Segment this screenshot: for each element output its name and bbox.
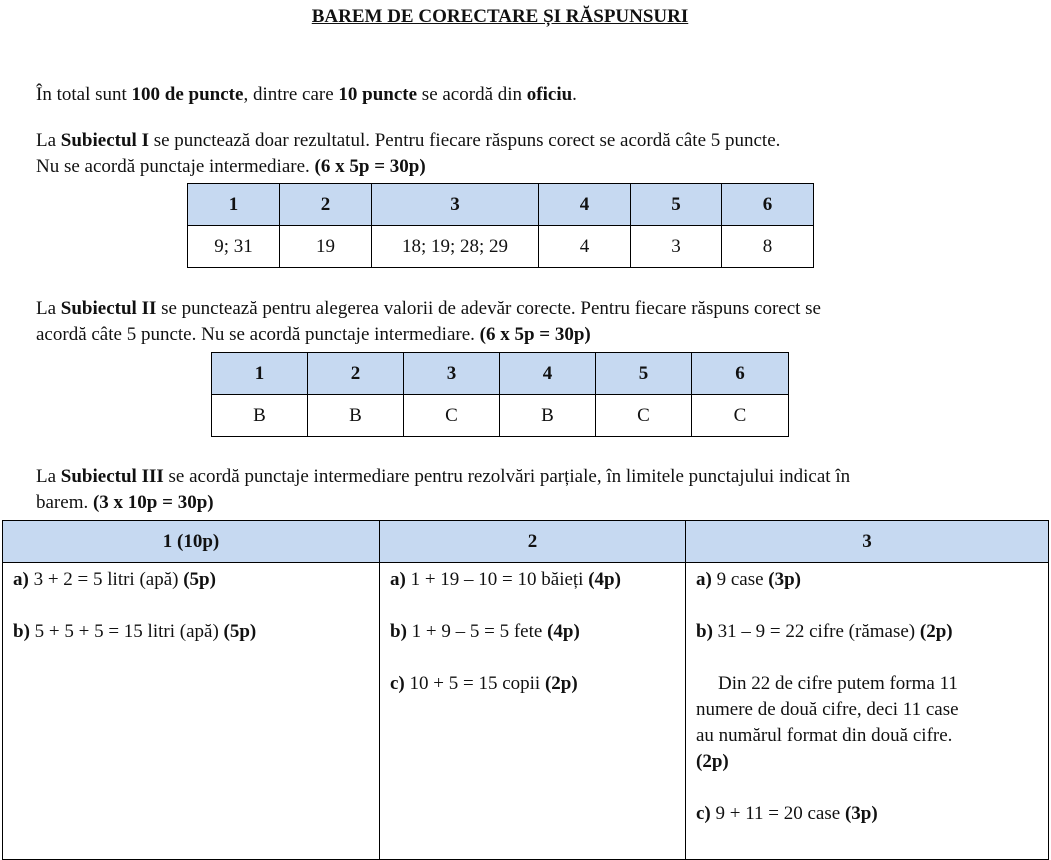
table-header-cell: 1 [212,353,308,395]
table-header-row [188,184,814,226]
table-header-cell: 3 [686,521,1049,563]
table-row [188,226,814,268]
answer-cell: 3 [631,226,722,268]
subject-3-answer-table [2,520,1049,860]
table-header-row [212,353,789,395]
problem-2-solution [380,563,686,860]
answer-cell: 9; 31 [188,226,280,268]
solution-line: b) 1 + 9 – 5 = 5 fete (4p) [390,621,580,642]
answer-cell: C [692,395,789,437]
answer-cell: B [308,395,404,437]
problem-1-solution [3,563,380,860]
problem-3-solution [686,563,1049,860]
answer-cell: C [596,395,692,437]
solution-line: c) 10 + 5 = 15 copii (2p) [390,673,578,694]
solution-line: a) 9 case (3p) [696,569,802,590]
subject-2-instructions: La Subiectul II se punctează pentru alegerea valorii de adevăr corecte. Pentru fiecare răspuns corect se acordă câte 5 puncte. Nu se acordă punctaje intermediare. (6 x 5p = 30p) [36,298,821,345]
table-row [212,395,789,437]
subject-1-instructions: La Subiectul I se punctează doar rezultatul. Pentru fiecare răspuns corect se acordă câte 5 puncte. Nu se acordă punctaje intermediare. (6 x 5p = 30p) [36,130,781,177]
answer-cell: C [404,395,500,437]
table-header-cell: 1 (10p) [3,521,380,563]
answer-cell: 19 [280,226,372,268]
subject-2-answer-table [211,352,789,437]
solution-line: a) 1 + 19 – 10 = 10 băieți (4p) [390,569,621,590]
page-title: BAREM DE CORECTARE ȘI RĂSPUNSURI [311,6,689,27]
table-header-cell: 2 [380,521,686,563]
solution-explanation: Din 22 de cifre putem forma 11 numere de două cifre, deci 11 case au numărul format din două cifre. (2p) [696,673,959,772]
table-header-cell: 2 [280,184,372,226]
answer-cell: 8 [722,226,814,268]
subject-3-instructions: La Subiectul III se acordă punctaje intermediare pentru rezolvări parțiale, în limitele punctajului indicat în barem. (3 x 10p = 30p) [36,466,851,513]
table-header-cell: 5 [631,184,722,226]
answer-cell: B [212,395,308,437]
table-header-cell: 5 [596,353,692,395]
answer-cell: 18; 19; 28; 29 [372,226,539,268]
solution-line: b) 5 + 5 + 5 = 15 litri (apă) (5p) [13,621,257,642]
solution-line: a) 3 + 2 = 5 litri (apă) (5p) [13,569,216,590]
table-row [3,563,1049,860]
table-header-cell: 4 [500,353,596,395]
table-header-cell: 1 [188,184,280,226]
table-header-cell: 3 [372,184,539,226]
table-header-cell: 6 [692,353,789,395]
table-header-cell: 2 [308,353,404,395]
solution-line: c) 9 + 11 = 20 case (3p) [696,803,878,824]
intro-paragraph: În total sunt 100 de puncte, dintre care 10 puncte se acordă din oficiu. [36,84,577,105]
table-header-cell: 4 [539,184,631,226]
solution-line: b) 31 – 9 = 22 cifre (rămase) (2p) [696,621,953,642]
table-header-row [3,521,1049,563]
table-header-cell: 3 [404,353,500,395]
answer-cell: 4 [539,226,631,268]
subject-1-answer-table [187,183,814,268]
table-header-cell: 6 [722,184,814,226]
answer-cell: B [500,395,596,437]
